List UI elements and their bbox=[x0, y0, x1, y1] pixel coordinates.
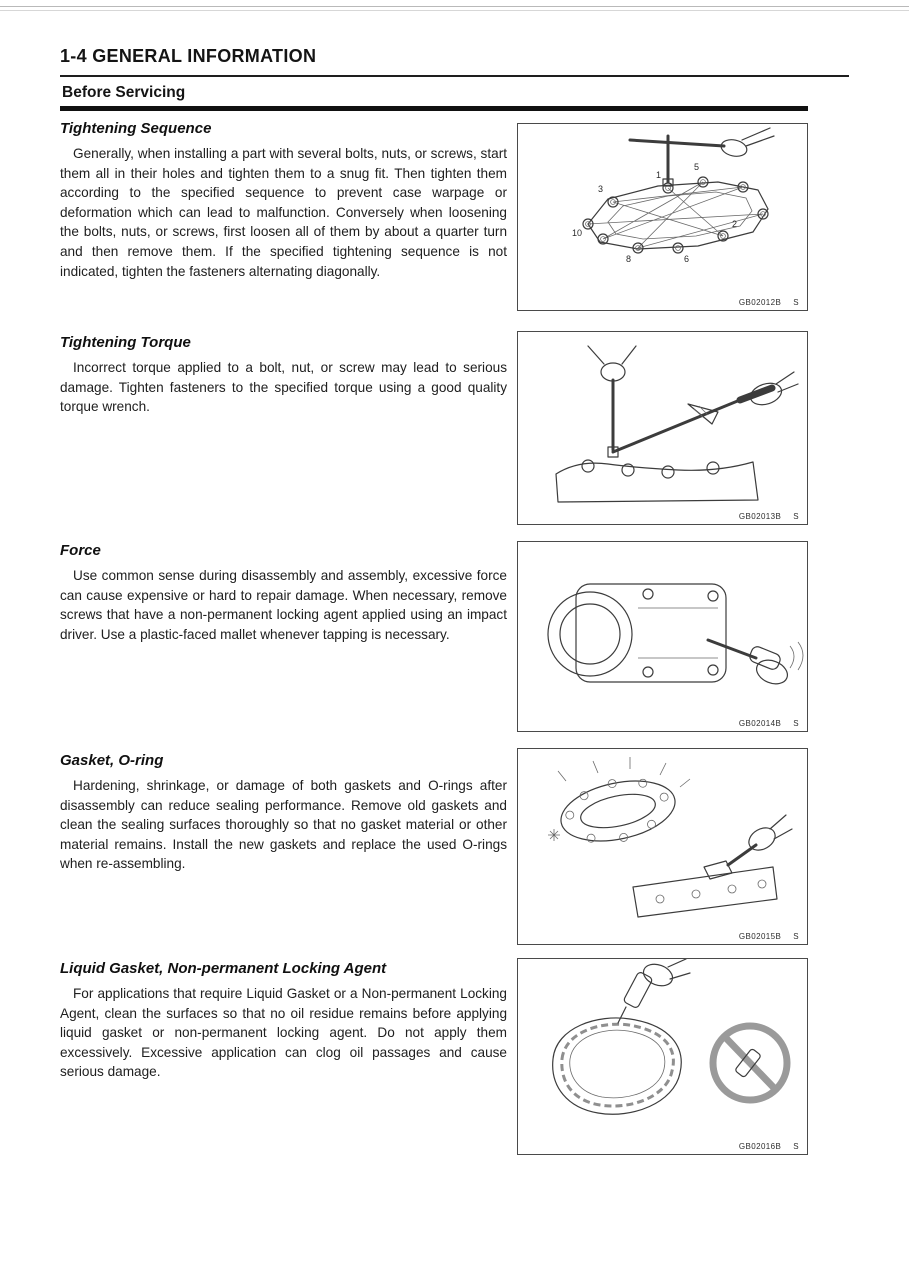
figure-tightening-sequence bbox=[517, 123, 808, 311]
figure-gasket-oring bbox=[517, 748, 808, 945]
figure-liquid-gasket bbox=[517, 958, 808, 1155]
svg-text:1: 1 bbox=[656, 170, 662, 180]
subsection-title: Tightening Sequence bbox=[60, 120, 212, 137]
section-tightening-torque bbox=[60, 334, 507, 417]
torque-wrench-drawing bbox=[518, 332, 807, 508]
subsection-body: Hardening, shrinkage, or damage of both gaskets and O-rings after disassembly can reduce sealing performance. Remove old gaskets and clean the sealing surfaces thoroughly so that no gasket material or other material remains. Install the new gaskets and replace the used O-rings when re-assembling. bbox=[60, 778, 507, 872]
figure-code-suffix: S bbox=[793, 1142, 799, 1151]
section-liquid-gasket bbox=[60, 960, 507, 1082]
section-heading: Before Servicing bbox=[62, 84, 186, 101]
extension-bar-drawing bbox=[588, 346, 636, 457]
svg-text:8: 8 bbox=[626, 254, 632, 264]
page-title: 1-4 GENERAL INFORMATION bbox=[60, 46, 317, 66]
prohibition-symbol bbox=[713, 1026, 787, 1100]
figure-code bbox=[739, 298, 799, 307]
figure-code-suffix: S bbox=[793, 298, 799, 307]
svg-text:10: 10 bbox=[572, 228, 583, 238]
gasket-ring-drawing bbox=[555, 768, 682, 854]
figure-tightening-torque bbox=[517, 331, 808, 525]
figure-code-text: GB02013B bbox=[738, 512, 782, 521]
header-rule bbox=[60, 75, 849, 77]
figure-code bbox=[739, 1142, 799, 1151]
figure-code bbox=[739, 719, 799, 728]
engine-drawing bbox=[556, 460, 758, 502]
shine-lines-drawing bbox=[548, 757, 690, 841]
subsection-title: Force bbox=[60, 542, 101, 559]
case-surface-drawing bbox=[633, 867, 777, 917]
crankcase-drawing bbox=[548, 584, 726, 682]
subsection-title: Tightening Torque bbox=[60, 334, 191, 351]
svg-text:3: 3 bbox=[598, 184, 604, 194]
svg-text:5: 5 bbox=[694, 162, 700, 172]
torque-wrench-beam-drawing bbox=[613, 372, 798, 452]
figure-code-suffix: S bbox=[793, 512, 799, 521]
sealant-tube-drawing bbox=[618, 959, 690, 1023]
liquid-gasket-drawing bbox=[518, 959, 807, 1138]
section-force bbox=[60, 542, 507, 644]
scraper-drawing bbox=[704, 815, 792, 879]
figure-code-suffix: S bbox=[793, 719, 799, 728]
figure-code-text: GB02016B bbox=[738, 1142, 782, 1151]
case-rim-drawing bbox=[553, 1018, 682, 1114]
tightening-sequence-drawing bbox=[518, 124, 807, 294]
scan-edge-line bbox=[0, 10, 909, 11]
figure-code-text: GB02015B bbox=[738, 932, 782, 941]
impact-driver-drawing bbox=[518, 542, 807, 715]
section-gasket-oring bbox=[60, 752, 507, 874]
section-tightening-sequence bbox=[60, 120, 507, 281]
figure-code-suffix: S bbox=[793, 932, 799, 941]
impact-driver-tool-drawing bbox=[708, 640, 803, 688]
figure-force bbox=[517, 541, 808, 732]
subsection-body: Incorrect torque applied to a bolt, nut, or screw may lead to serious damage. Tighten fasteners to the specified torque using a good quality torque wrench. bbox=[60, 360, 507, 415]
figure-code-text: GB02014B bbox=[738, 719, 782, 728]
subsection-body: Use common sense during disassembly and assembly, excessive force can cause expensive or hard to repair damage. When necessary, remove screws that have a non-permanent locking agent applied using an impact driver. Use a plastic-faced mallet whenever tapping is necessary. bbox=[60, 568, 507, 642]
subsection-body: Generally, when installing a part with several bolts, nuts, or screws, start them all in their holes and tighten them to a snug fit. Then tighten them according to the specified sequence to prevent case warpage or deformation which can lead to malfunction. Conversely when loosening the bolts, nuts, or screws, first loosen all of them by about a quarter turn and then remove them. If the specified tightening sequence is not indicated, tighten the fasteners alternating diagonally. bbox=[60, 146, 507, 279]
section-divider-bar bbox=[60, 106, 808, 111]
figure-code bbox=[739, 932, 799, 941]
scan-edge-line bbox=[0, 6, 909, 7]
figure-code bbox=[739, 512, 799, 521]
figure-code-text: GB02012B bbox=[738, 298, 782, 307]
svg-text:6: 6 bbox=[684, 254, 690, 264]
gasket-drawing bbox=[518, 749, 807, 928]
subsection-title: Liquid Gasket, Non-permanent Locking Agent bbox=[60, 960, 387, 977]
subsection-title: Gasket, O-ring bbox=[60, 752, 164, 769]
subsection-body: For applications that require Liquid Gasket or a Non-permanent Locking Agent, clean the surfaces so that no oil residue remains before applying liquid gasket or non-permanent locking agent. Do not apply them excessively. Excessive application can clog oil passages and cause serious damage. bbox=[60, 986, 507, 1080]
svg-text:2: 2 bbox=[732, 219, 738, 229]
